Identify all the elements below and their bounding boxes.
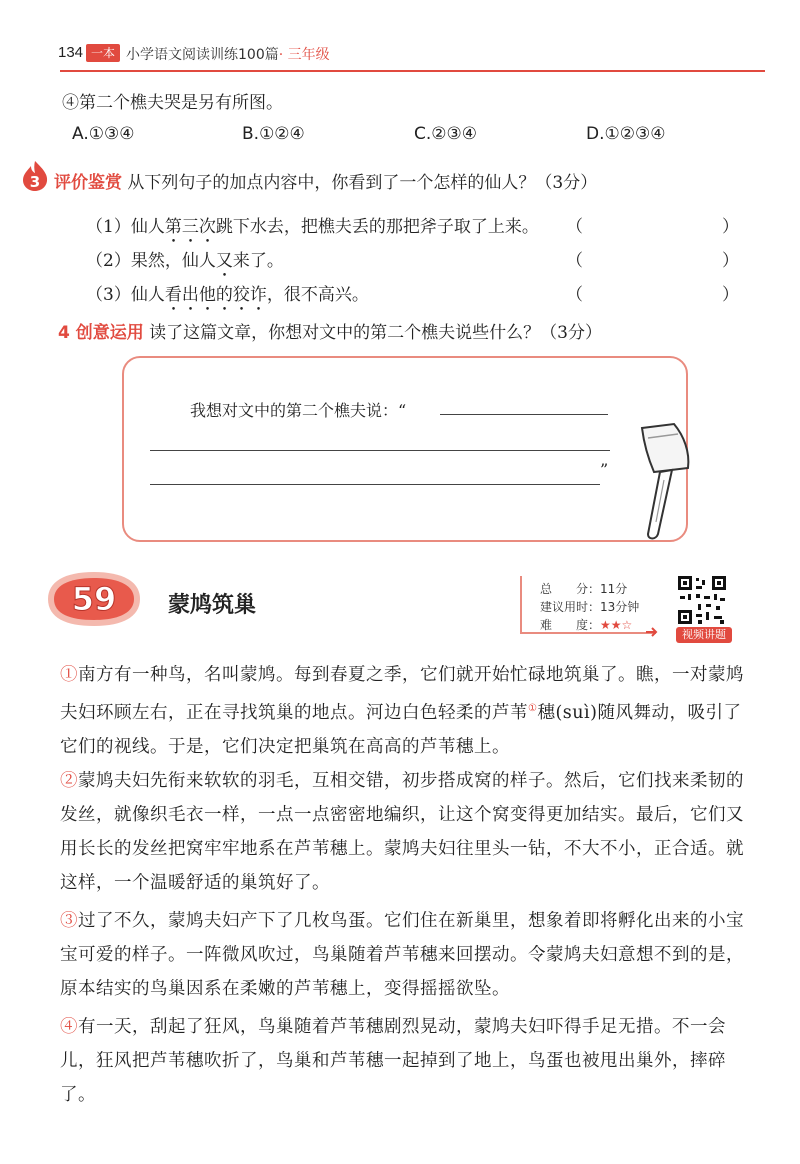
q3-item-1-pre: （1）仙人 — [86, 217, 165, 237]
q2-option-d[interactable]: D.①②③④ — [586, 124, 666, 144]
info-difficulty-label: 难 度： — [540, 618, 601, 632]
header-rule — [60, 70, 765, 72]
q3-number: 3 — [29, 173, 41, 191]
lesson-number: 59 — [71, 580, 117, 618]
paragraph-3 — [60, 904, 750, 1006]
answer-line-1[interactable] — [440, 414, 608, 415]
q3-heading — [54, 168, 597, 193]
answer-line-3[interactable] — [150, 484, 600, 485]
paragraph-1-number: ① — [60, 665, 78, 685]
axe-icon — [612, 418, 698, 542]
info-total-value: 11分 — [600, 582, 628, 596]
q3-item-3-paren-open: （ — [566, 285, 583, 305]
paragraph-3-number: ③ — [60, 911, 78, 931]
paragraph-4-text: 有一天，刮起了狂风，鸟巢随着芦苇穗剧烈晃动，蒙鸠夫妇吓得手足无措。不一会儿，狂风把芦苇穗吹折了，鸟巢和芦苇穗一起掉到了地上，鸟蛋也被甩出巢外，摔碎了。 — [60, 1017, 726, 1105]
q3-item-1-paren-open: （ — [566, 217, 583, 237]
q3-item-3-dotted: 看出他的狡诈 — [164, 285, 267, 305]
book-title-text: 小学语文阅读训练100篇 — [126, 47, 279, 63]
paragraph-3-text: 过了不久，蒙鸠夫妇产下了几枚鸟蛋。它们住在新巢里，想象着即将孵化出来的小宝宝可爱的样子。一阵微风吹过，鸟巢随着芦苇穗来回摆动。令蒙鸠夫妇意想不到的是，原本结实的鸟巢因系在柔嫩的芦苇穗上，变得摇摇欲坠。 — [60, 911, 744, 999]
q3-item-3 — [86, 280, 369, 315]
q3-prompt: 从下列句子的加点内容中，你看到了一个怎样的仙人？（3分） — [127, 173, 598, 193]
answer-line-2[interactable] — [150, 450, 610, 451]
q3-item-2-paren-open: （ — [566, 251, 583, 271]
difficulty-stars-icon: ★★☆ — [600, 618, 633, 632]
q4-heading — [58, 318, 602, 343]
brand-logo: 一本 — [86, 44, 120, 62]
q3-item-1-paren-close: ） — [722, 217, 739, 237]
q2-option-b[interactable]: B.①②④ — [242, 124, 305, 144]
answer-lead-text: 我想对文中的第二个樵夫说：“ — [190, 401, 407, 420]
info-total — [540, 580, 627, 597]
q3-item-2-paren-close: ） — [722, 251, 739, 271]
paragraph-1-text-b: 穗(suì)随风舞动，吸引了它们的视线。于是，它们决定把巢筑在高高的芦苇穗上。 — [60, 702, 742, 757]
q3-item-1-post: 跳下水去，把樵夫丢的那把斧子取了上来。 — [215, 217, 539, 237]
info-difficulty — [540, 616, 632, 633]
q3-label: 评价鉴赏 — [54, 173, 122, 193]
answer-box — [122, 356, 688, 542]
q3-item-1 — [86, 212, 539, 247]
page-number: 134 — [58, 44, 84, 61]
q3-item-3-pre: （3）仙人 — [86, 285, 165, 305]
q3-item-1-dotted: 第三次 — [164, 217, 216, 237]
answer-close-quote: ” — [600, 460, 609, 479]
paragraph-1-text-a: 南方有一种鸟，名叫蒙鸠。每到春夏之季，它们就开始忙碌地筑巢了。瞧，一对蒙鸠夫妇环顾左右，正在寻找筑巢的地点。河边白色轻柔的芦苇 — [60, 665, 744, 723]
flame-icon — [20, 160, 50, 192]
book-title — [126, 44, 330, 64]
q2-item-4: ④第二个樵夫哭是另有所图。 — [62, 93, 283, 113]
arrow-right-icon — [646, 627, 658, 637]
paragraph-1 — [60, 658, 750, 764]
q3-item-2-dotted: 又 — [215, 251, 233, 271]
video-explain-button[interactable]: 视频讲题 — [676, 627, 732, 643]
lesson-number-badge — [44, 568, 144, 630]
q4-label: 4 创意运用 — [58, 323, 144, 343]
qr-code-icon[interactable] — [676, 574, 728, 626]
q4-prompt: 读了这篇文章，你想对文中的第二个樵夫说些什么？（3分） — [149, 323, 602, 343]
q3-item-2 — [86, 246, 284, 281]
q3-item-2-post: 来了。 — [232, 251, 284, 271]
info-total-label: 总 分： — [540, 582, 601, 596]
paragraph-2-text: 蒙鸠夫妇先衔来软软的羽毛，互相交错，初步搭成窝的样子。然后，它们找来柔韧的发丝，就像织毛衣一样，一点一点密密地编织，让这个窝变得更加结实。最后，它们又用长长的发丝把窝牢牢地系在芦苇穗上。蒙鸠夫妇往里头一钻，不大不小，正合适。就这样，一个温暖舒适的巢筑好了。 — [60, 771, 744, 893]
info-time — [540, 598, 639, 615]
lesson-title: 蒙鸠筑巢 — [168, 593, 257, 618]
q3-item-3-paren-close: ） — [722, 285, 739, 305]
q3-item-3-post: ，很不高兴。 — [266, 285, 369, 305]
footnote-marker: ① — [528, 703, 538, 714]
paragraph-4 — [60, 1010, 750, 1112]
paragraph-2-number: ② — [60, 771, 78, 791]
q2-option-a[interactable]: A.①③④ — [72, 124, 135, 144]
q2-option-c[interactable]: C.②③④ — [414, 124, 477, 144]
grade-label: · 三年级 — [278, 47, 330, 63]
paragraph-4-number: ④ — [60, 1017, 78, 1037]
q3-item-2-pre: （2）果然，仙人 — [86, 251, 216, 271]
info-time-label: 建议用时： — [540, 600, 601, 614]
info-time-value: 13分钟 — [600, 600, 640, 614]
paragraph-2 — [60, 764, 750, 900]
